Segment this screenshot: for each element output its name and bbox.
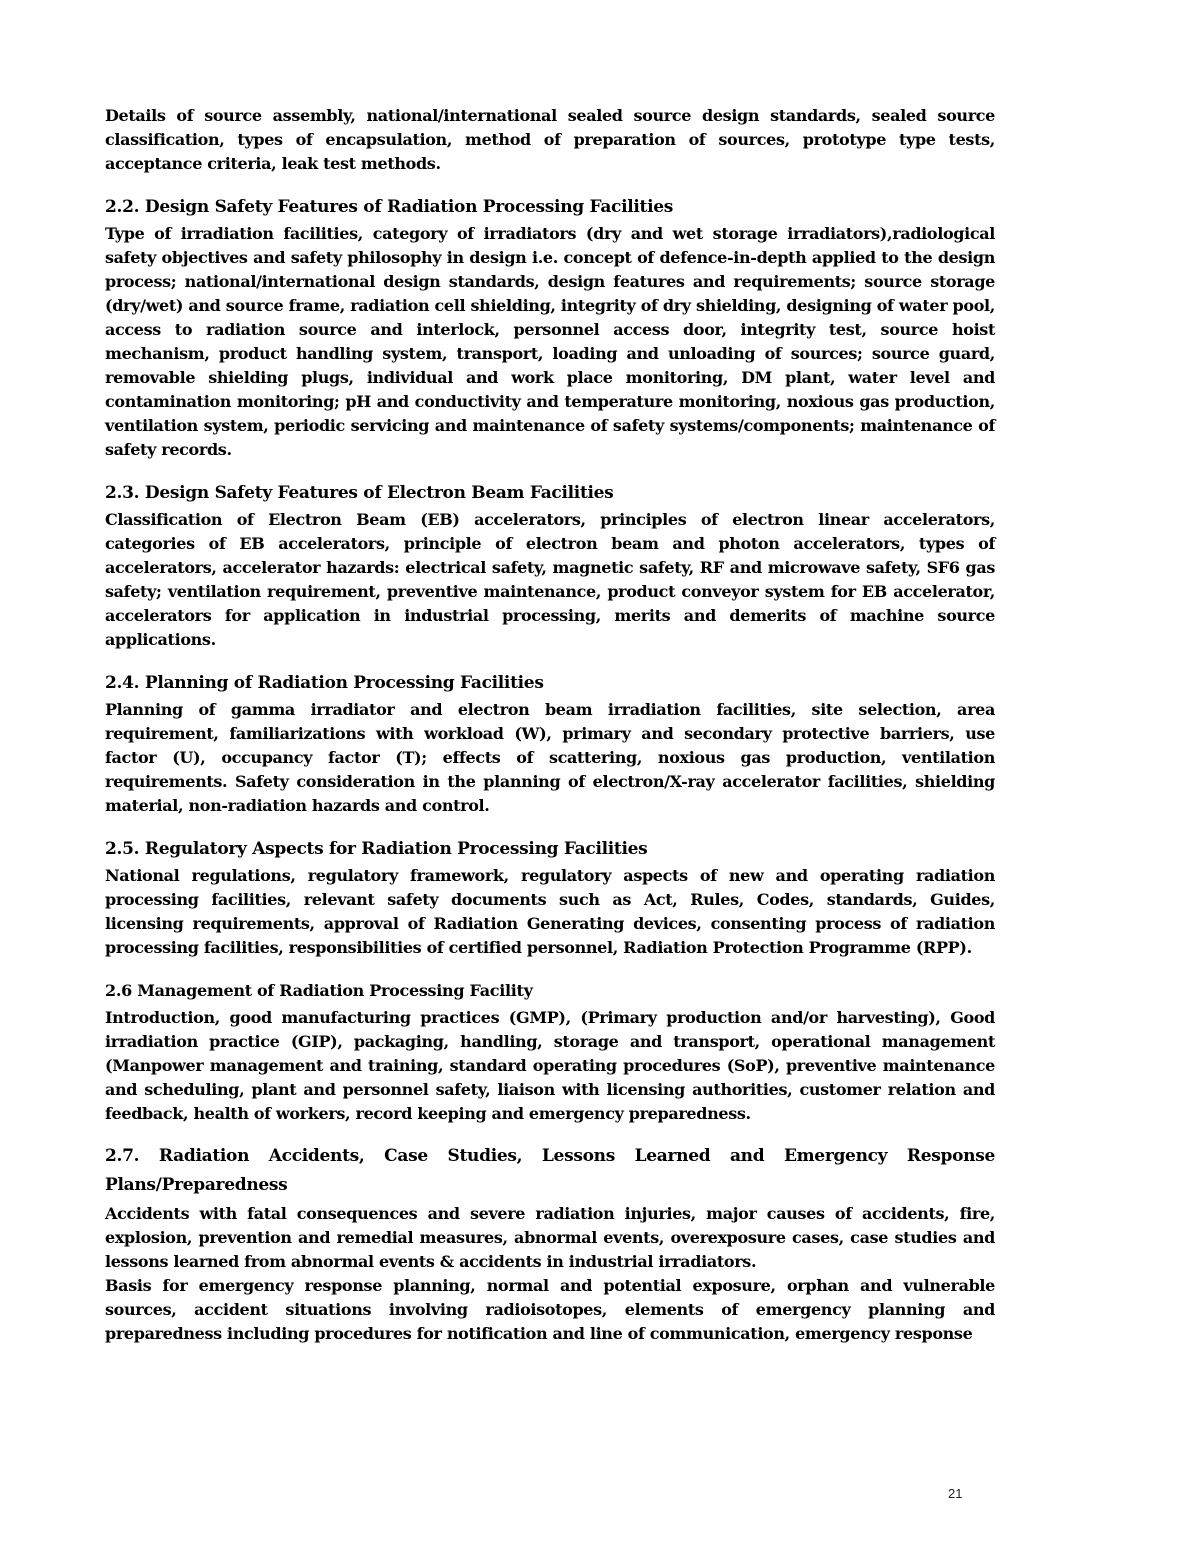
section-body-2-6: Introduction, good manufacturing practices (GMP), (Primary production and/or harvesting), Good irradiation practice (GIP), packaging, handling, storage and transport, operational management (Manpower management and training, standard operating procedures (SoP), preventive maintenance and scheduling, plant and personnel safety, liaison with licensing authorities, customer relation and feedback, health of workers, record keeping and emergency preparedness. (105, 1008, 995, 1123)
section-body-2-4: Planning of gamma irradiator and electron beam irradiation facilities, site selection, area requirement, familiarizations with workload (W), primary and secondary protective barriers, use factor (U), occupancy factor (T); effects of scattering, noxious gas production, ventilation requirements. Safety consideration in the planning of electron/X-ray accelerator facilities, shielding material, non-radiation hazards and control. (105, 700, 995, 815)
section-heading-2-2: 2.2. Design Safety Features of Radiation Processing Facilities (105, 197, 674, 217)
section-heading-2-3: 2.3. Design Safety Features of Electron Beam Facilities (105, 483, 614, 503)
intro-paragraph: Details of source assembly, national/international sealed source design standards, sealed source classification, types of encapsulation, method of preparation of sources, prototype type tests, acceptance criteria, leak test methods. (105, 106, 995, 173)
section-body-2-3: Classification of Electron Beam (EB) accelerators, principles of electron linear accelerators, categories of EB accelerators, principle of electron beam and photon accelerators, types of accelerators, accelerator hazards: electrical safety, magnetic safety, RF and microwave safety, SF6 gas safety; ventilation requirement, preventive maintenance, product conveyor system for EB accelerator, accelerators for application in industrial processing, merits and demerits of machine source applications. (105, 510, 995, 649)
page-number: 21 (948, 1486, 963, 1501)
section-body-2-5: National regulations, regulatory framework, regulatory aspects of new and operating radiation processing facilities, relevant safety documents such as Act, Rules, Codes, standards, Guides, licensing requirements, approval of Radiation Generating devices, consenting process of radiation processing facilities, responsibilities of certified personnel, Radiation Protection Programme (RPP). (105, 866, 995, 957)
document-page (105, 104, 995, 1346)
section-body-2-7-continued: Basis for emergency response planning, normal and potential exposure, orphan and vulnerable sources, accident situations involving radioisotopes, elements of emergency planning and preparedness including procedures for notification and line of communication, emergency response (105, 1276, 995, 1343)
section-heading-2-7: 2.7. Radiation Accidents, Case Studies, Lessons Learned and Emergency Response Plans/Preparedness (105, 1146, 995, 1195)
section-body-2-7: Accidents with fatal consequences and severe radiation injuries, major causes of accidents, fire, explosion, prevention and remedial measures, abnormal events, overexposure cases, case studies and lessons learned from abnormal events & accidents in industrial irradiators. (105, 1204, 995, 1271)
section-heading-2-5: 2.5. Regulatory Aspects for Radiation Processing Facilities (105, 839, 648, 859)
section-heading-2-6: 2.6 Management of Radiation Processing Facility (105, 981, 533, 1000)
section-body-2-2: Type of irradiation facilities, category of irradiators (dry and wet storage irradiators),radiological safety objectives and safety philosophy in design i.e. concept of defence-in-depth applied to the design process; national/international design standards, design features and requirements; source storage (dry/wet) and source frame, radiation cell shielding, integrity of dry shielding, designing of water pool, access to radiation source and interlock, personnel access door, integrity test, source hoist mechanism, product handling system, transport, loading and unloading of sources; source guard, removable shielding plugs, individual and work place monitoring, DM plant, water level and contamination monitoring; pH and conductivity and temperature monitoring, noxious gas production, ventilation system, periodic servicing and maintenance of safety systems/components; maintenance of safety records. (105, 224, 995, 459)
section-heading-2-4: 2.4. Planning of Radiation Processing Facilities (105, 673, 544, 693)
